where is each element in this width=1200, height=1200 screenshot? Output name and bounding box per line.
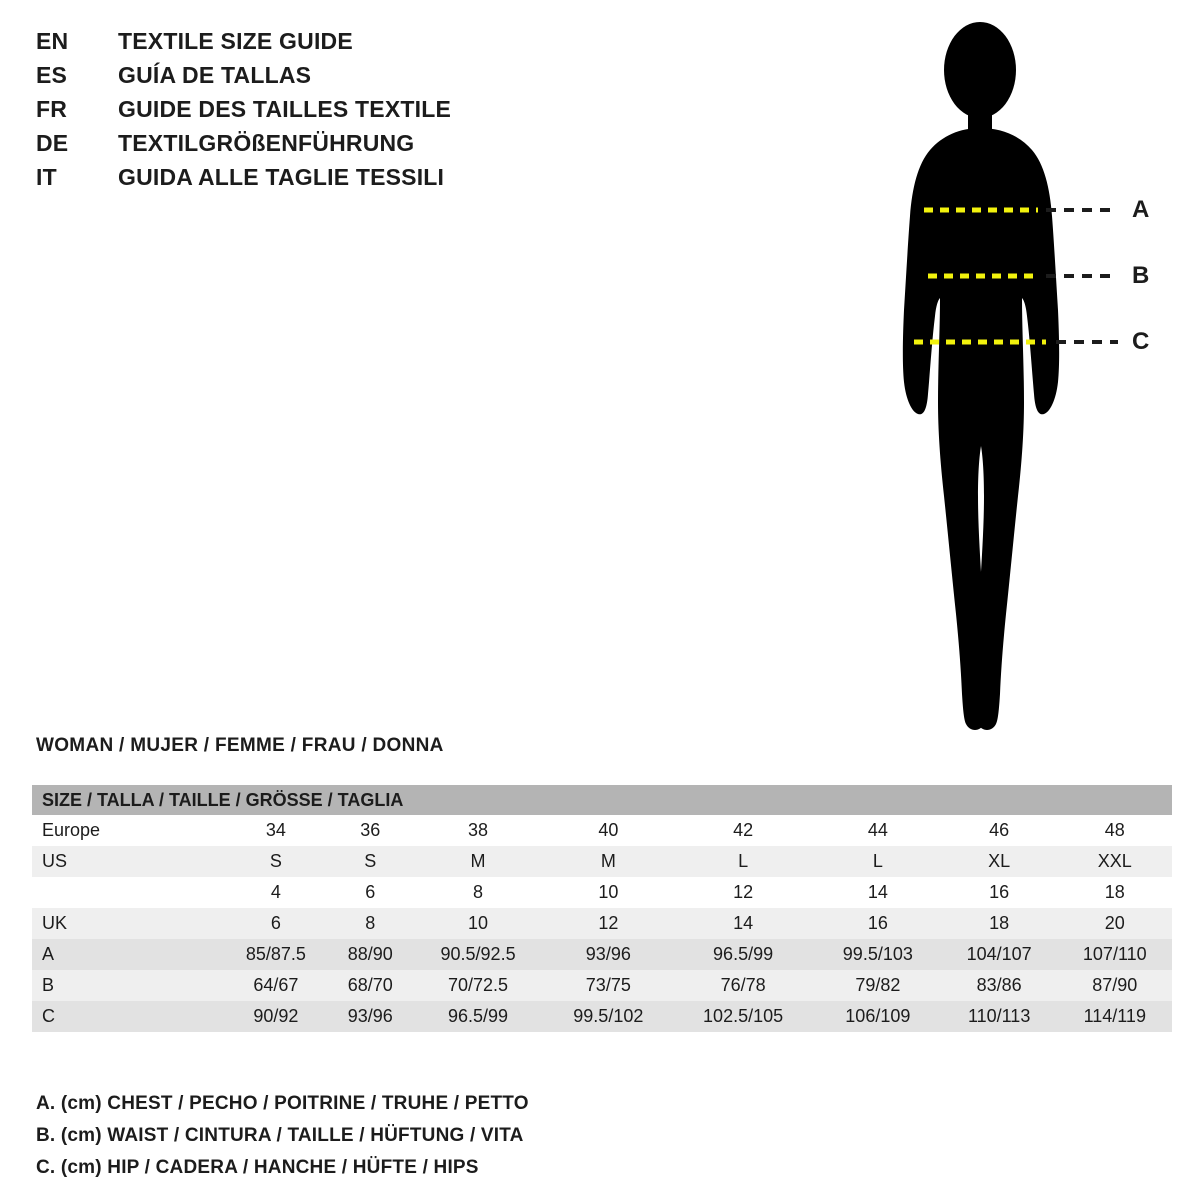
row-label: Europe	[42, 820, 101, 840]
row-label: A	[42, 944, 55, 964]
female-silhouette-icon	[860, 10, 1190, 750]
language-row	[36, 164, 636, 198]
table-cell: 99.5/103	[842, 944, 913, 964]
table-cell: 79/82	[855, 975, 901, 995]
table-cell: 110/113	[967, 1006, 1031, 1026]
table-cell: 88/90	[347, 944, 393, 964]
table-cell: 12	[733, 882, 754, 902]
row-label: UK	[42, 913, 68, 933]
table-cell: 16	[867, 913, 888, 933]
table-cell: 96.5/99	[713, 944, 774, 964]
table-row	[32, 939, 1172, 970]
row-label: US	[42, 851, 68, 871]
table-cell: S	[269, 851, 282, 871]
table-cell: 34	[265, 820, 286, 840]
table-cell: 38	[468, 820, 489, 840]
table-cell: 14	[733, 913, 754, 933]
language-row	[36, 96, 636, 130]
table-cell: 20	[1104, 913, 1125, 933]
table-cell: 73/75	[585, 975, 631, 995]
table-cell: 36	[360, 820, 381, 840]
section-caption: WOMAN / MUJER / FEMME / FRAU / DONNA	[36, 735, 444, 756]
table-cell: M	[600, 851, 616, 871]
table-cell: 87/90	[1092, 975, 1138, 995]
measure-label-a: A	[1132, 196, 1150, 223]
table-cell: 14	[867, 882, 888, 902]
footnote-chest: A. (cm) CHEST / PECHO / POITRINE / TRUHE / PETTO	[36, 1093, 529, 1114]
table-cell: 12	[598, 913, 619, 933]
table-cell: 90/92	[253, 1006, 299, 1026]
table-cell: 114/119	[1083, 1006, 1146, 1026]
table-cell: L	[738, 851, 749, 871]
table-cell: 16	[989, 882, 1010, 902]
table-cell: 102.5/105	[703, 1006, 784, 1026]
table-cell: 46	[989, 820, 1010, 840]
table-cell: 8	[473, 882, 484, 902]
table-cell: 107/110	[1082, 944, 1147, 964]
table-cell: 83/86	[976, 975, 1022, 995]
table-cell: 42	[733, 820, 754, 840]
table-cell: 8	[365, 913, 376, 933]
language-code: DE	[36, 130, 69, 156]
table-cell: XXL	[1097, 851, 1132, 871]
table-cell: 68/70	[347, 975, 393, 995]
measure-label-c: C	[1132, 328, 1150, 355]
language-title: TEXTILGRÖßENFÜHRUNG	[118, 130, 415, 156]
table-cell: XL	[988, 851, 1011, 871]
table-cell: 18	[989, 913, 1010, 933]
table-cell: 104/107	[966, 944, 1032, 964]
table-cell: 10	[468, 913, 489, 933]
table-cell: 76/78	[720, 975, 766, 995]
table-cell: 106/109	[845, 1006, 911, 1026]
language-title: GUÍA DE TALLAS	[118, 62, 312, 88]
table-cell: 6	[270, 913, 281, 933]
language-code: FR	[36, 96, 68, 122]
language-row	[36, 28, 636, 62]
footnote-list	[36, 1088, 936, 1184]
table-cell: 93/96	[585, 944, 631, 964]
table-cell: 96.5/99	[448, 1006, 509, 1026]
table-cell: 18	[1104, 882, 1125, 902]
language-title: TEXTILE SIZE GUIDE	[118, 28, 353, 54]
language-code: EN	[36, 28, 69, 54]
table-cell: 10	[598, 882, 619, 902]
size-table	[32, 785, 1172, 1032]
table-cell: 70/72.5	[448, 975, 509, 995]
table-row	[32, 908, 1172, 939]
row-label	[32, 877, 222, 908]
table-cell: 90.5/92.5	[440, 944, 516, 964]
table-cell: 85/87.5	[245, 944, 306, 964]
table-cell: 99.5/102	[573, 1006, 644, 1026]
table-row	[32, 846, 1172, 877]
table-cell: L	[872, 851, 883, 871]
language-row	[36, 130, 636, 164]
measure-label-b: B	[1132, 262, 1150, 289]
footnote-hip: C. (cm) HIP / CADERA / HANCHE / HÜFTE / HIPS	[36, 1157, 479, 1178]
table-cell: M	[470, 851, 486, 871]
language-title: GUIDE DES TAILLES TEXTILE	[118, 96, 451, 122]
table-header-label: SIZE / TALLA / TAILLE / GRÖSSE / TAGLIA	[32, 785, 1172, 815]
language-title-list	[36, 28, 636, 198]
table-cell: 6	[365, 882, 376, 902]
table-cell: 64/67	[253, 975, 299, 995]
language-code: ES	[36, 62, 68, 88]
table-row	[32, 970, 1172, 1001]
body-measurement-figure	[860, 10, 1190, 750]
language-code: IT	[36, 164, 57, 190]
table-header-row	[32, 785, 1172, 815]
table-cell: 44	[867, 820, 888, 840]
table-cell: S	[364, 851, 377, 871]
table-row	[32, 1001, 1172, 1032]
table-row	[32, 815, 1172, 846]
language-row	[36, 62, 636, 96]
row-label: C	[42, 1006, 55, 1026]
table-cell: 48	[1104, 820, 1125, 840]
table-row	[32, 877, 1172, 908]
table-cell: 93/96	[347, 1006, 393, 1026]
table-cell: 4	[270, 882, 281, 902]
language-title: GUIDA ALLE TAGLIE TESSILI	[118, 164, 445, 190]
footnote-waist: B. (cm) WAIST / CINTURA / TAILLE / HÜFTUNG / VITA	[36, 1125, 524, 1146]
row-label: B	[42, 975, 55, 995]
table-cell: 40	[598, 820, 619, 840]
